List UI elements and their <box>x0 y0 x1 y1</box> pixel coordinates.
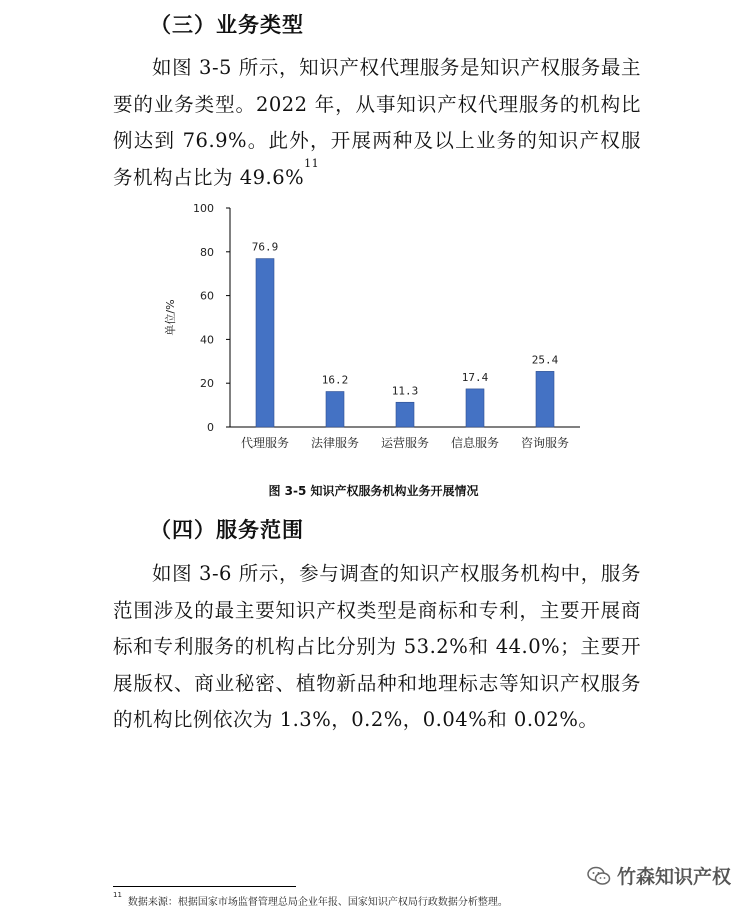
watermark <box>587 862 731 889</box>
y-tick-label: 60 <box>200 289 214 303</box>
y-tick-label: 80 <box>200 245 214 259</box>
figure-caption: 图 3-5 知识产权服务机构业务开展情况 <box>268 484 479 498</box>
bar-5 <box>536 371 554 427</box>
y-tick-label: 40 <box>200 333 214 347</box>
footnote-ref[interactable]: 11 <box>304 156 320 170</box>
footnote-divider <box>113 886 296 887</box>
category-label: 代理服务 <box>240 436 290 450</box>
bar-chart <box>160 198 600 478</box>
data-label: 76.9 <box>251 240 279 254</box>
bar-2 <box>326 392 344 427</box>
footnote <box>113 893 508 908</box>
footnote-text: 数据来源：根据国家市场监督管理总局企业年报、国家知识产权局行政数据分析整理。 <box>127 897 508 908</box>
paragraph-business-types <box>113 50 641 196</box>
category-label: 咨询服务 <box>520 436 570 450</box>
paragraph-text: 如图 3-5 所示，知识产权代理服务是知识产权服务最主要的业务类型。2022 年，从事知识产权代理服务的机构比例达到 76.9%。此外，开展两种及以上业务的知识产权服务机构占比为 49.6% <box>113 56 641 189</box>
category-label: 法律服务 <box>310 436 360 450</box>
y-axis-label: 单位/% <box>164 299 177 336</box>
category-label: 运营服务 <box>380 436 430 450</box>
data-label: 17.4 <box>461 370 489 384</box>
data-label: 11.3 <box>391 384 419 398</box>
data-label: 16.2 <box>321 373 349 387</box>
wechat-icon <box>587 865 611 887</box>
data-label: 25.4 <box>531 353 559 367</box>
y-tick-label: 20 <box>200 377 214 391</box>
bar-1 <box>256 259 274 427</box>
chart-axes <box>164 202 580 434</box>
section-heading-business-types: （三）业务类型 <box>150 13 304 37</box>
y-tick-label: 0 <box>207 421 214 434</box>
footnote-number: 11 <box>113 891 122 899</box>
bar-4 <box>466 389 484 427</box>
chart-bars <box>256 259 554 427</box>
paragraph-service-scope: 如图 3-6 所示，参与调查的知识产权服务机构中，服务范围涉及的最主要知识产权类型是商标和专利，主要开展商标和专利服务的机构占比分别为 53.2%和 44.0%；主要开展版权、商业秘密、植物新品种和地理标志等知识产权服务的机构比例依次为 1.3%，0.2%，0.04%和 0.02%。 <box>113 562 641 731</box>
category-label: 信息服务 <box>450 436 500 450</box>
section-heading-service-scope: （四）服务范围 <box>150 518 304 542</box>
watermark-text: 竹森知识产权 <box>617 866 732 888</box>
y-tick-label: 100 <box>193 202 214 215</box>
bar-3 <box>396 402 414 427</box>
